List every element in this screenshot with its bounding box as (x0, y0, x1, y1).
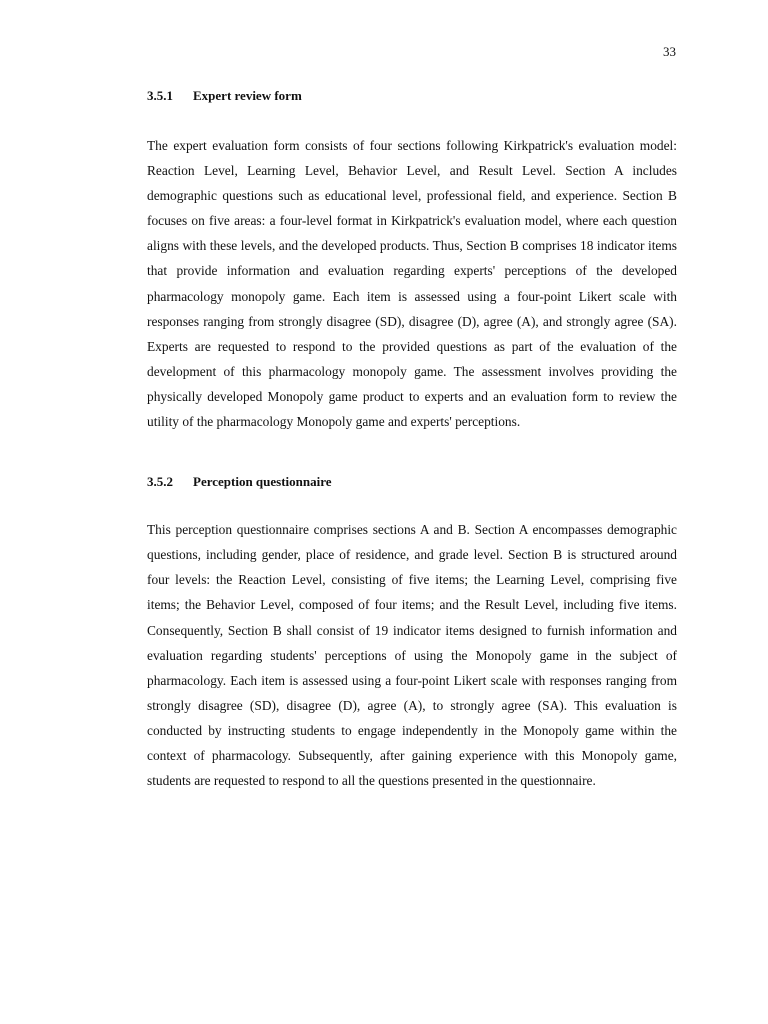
section-title: Expert review form (193, 88, 302, 103)
section-heading-3-5-1 (147, 88, 677, 104)
section-heading-3-5-2 (147, 474, 677, 490)
page-content (147, 88, 677, 793)
section-number: 3.5.1 (147, 88, 173, 103)
page-number: 33 (663, 44, 676, 59)
section-paragraph-expert-review: The expert evaluation form consists of four sections following Kirkpatrick's evaluation model: Reaction Level, Learning Level, Behavior Level, and Result Level. Section A includes demographic questions such as educational level, professional field, and experience. Section B focuses on five areas: a four-level format in Kirkpatrick's evaluation model, where each question aligns with these levels, and the developed products. Thus, Section B comprises 18 indicator items that provide information and evaluation regarding experts' perceptions of the developed pharmacology monopoly game. Each item is assessed using a four-point Likert scale with responses ranging from strongly disagree (SD), disagree (D), agree (A), and strongly agree (SA). Experts are requested to respond to the provided questions as part of the evaluation of the development of this pharmacology monopoly game. The assessment involves providing the physically developed Monopoly game product to experts and an evaluation form to review the utility of the pharmacology Monopoly game and experts' perceptions. (147, 138, 677, 430)
section-paragraph-perception-questionnaire: This perception questionnaire comprises sections A and B. Section A encompasses demographic questions, including gender, place of residence, and grade level. Section B is structured around four levels: the Reaction Level, consisting of five items; the Learning Level, comprising five items; the Behavior Level, composed of four items; and the Result Level, including five items. Consequently, Section B shall consist of 19 indicator items designed to furnish information and evaluation regarding students' perceptions of using the Monopoly game in the subject of pharmacology. Each item is assessed using a four-point Likert scale with responses ranging from strongly disagree (SD), disagree (D), agree (A), to strongly agree (SA). This evaluation is conducted by instructing students to engage independently in the Monopoly game within the context of pharmacology. Subsequently, after gaining experience with this Monopoly game, students are requested to respond to all the questions presented in the questionnaire. (147, 522, 677, 789)
section-title: Perception questionnaire (193, 474, 332, 490)
section-number: 3.5.2 (147, 474, 173, 490)
